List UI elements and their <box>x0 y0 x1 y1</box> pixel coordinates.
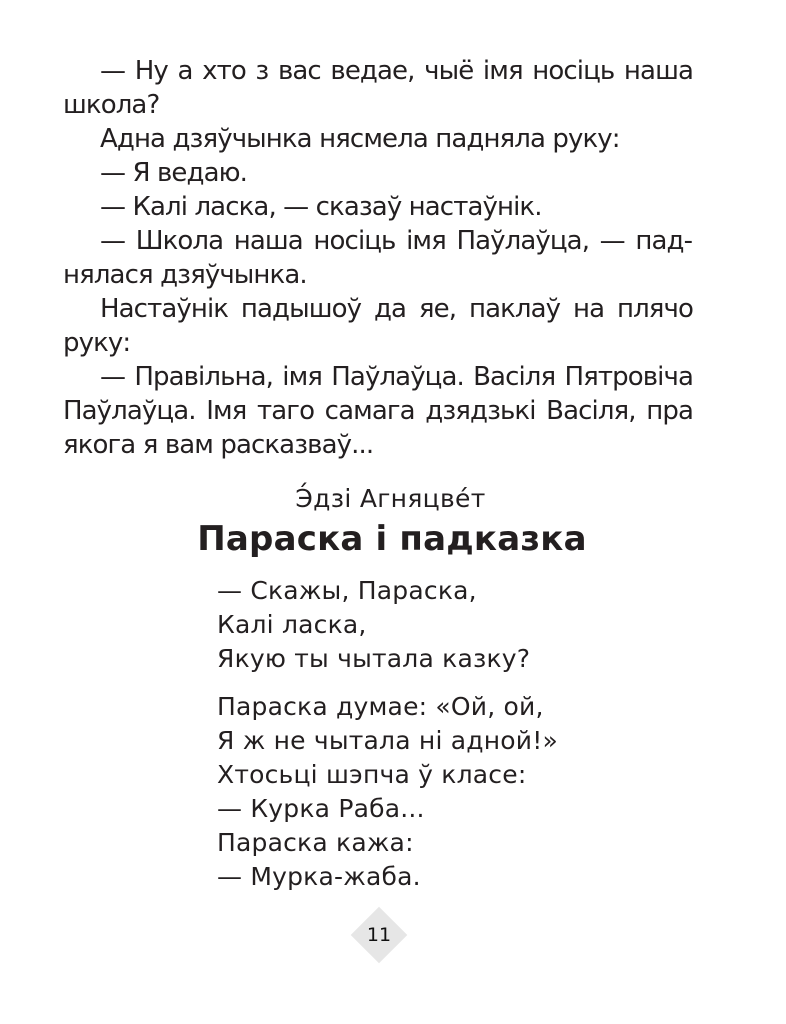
poem-line: Якую ты чытала казку? <box>217 644 531 673</box>
poem-author: Э́дзі Агняцвéт <box>295 484 486 513</box>
paragraph: — Я ведаю. <box>100 158 247 188</box>
poem-line: — Мурка-жаба. <box>217 862 421 891</box>
poem-stanza <box>217 574 558 676</box>
paragraph: — Калі ласка, — сказаў настаўнік. <box>100 192 542 222</box>
poem-line: Параска думае: «Ой, ой, <box>217 692 544 721</box>
paragraph: — Правільна, імя Паўлаўца. Васіля Пятровіча Паўлаўца. Імя таго самага дзядзькі Васіля, пра якога я вам расказваў... <box>63 362 693 460</box>
poem-stanza <box>217 690 558 894</box>
poem-body <box>217 574 558 908</box>
poem-line: Калі ласка, <box>217 610 367 639</box>
poem-header <box>0 484 786 559</box>
poem-line: Хтосьці шэпча ў класе: <box>217 760 527 789</box>
story-text <box>63 54 693 462</box>
paragraph: Настаўнік падышоў да яе, паклаў на плячо руку: <box>63 294 693 358</box>
paragraph: — Школа наша носіць імя Паўлаўца, — паднялася дзяўчынка. <box>63 226 693 290</box>
paragraph: — Ну а хто з вас ведае, чыё імя носіць наша школа? <box>63 56 693 120</box>
poem-line: — Курка Раба... <box>217 794 425 823</box>
paragraph: Адна дзяўчынка нясмела падняла руку: <box>100 124 620 154</box>
page-number-label: 11 <box>366 924 392 946</box>
poem-line: Я ж не чытала ні адной!» <box>217 726 558 755</box>
poem-title: Параска і падказка <box>197 519 587 559</box>
poem-line: Параска кажа: <box>217 828 414 857</box>
page-number <box>351 907 407 963</box>
poem-line: — Скажы, Параска, <box>217 576 477 605</box>
